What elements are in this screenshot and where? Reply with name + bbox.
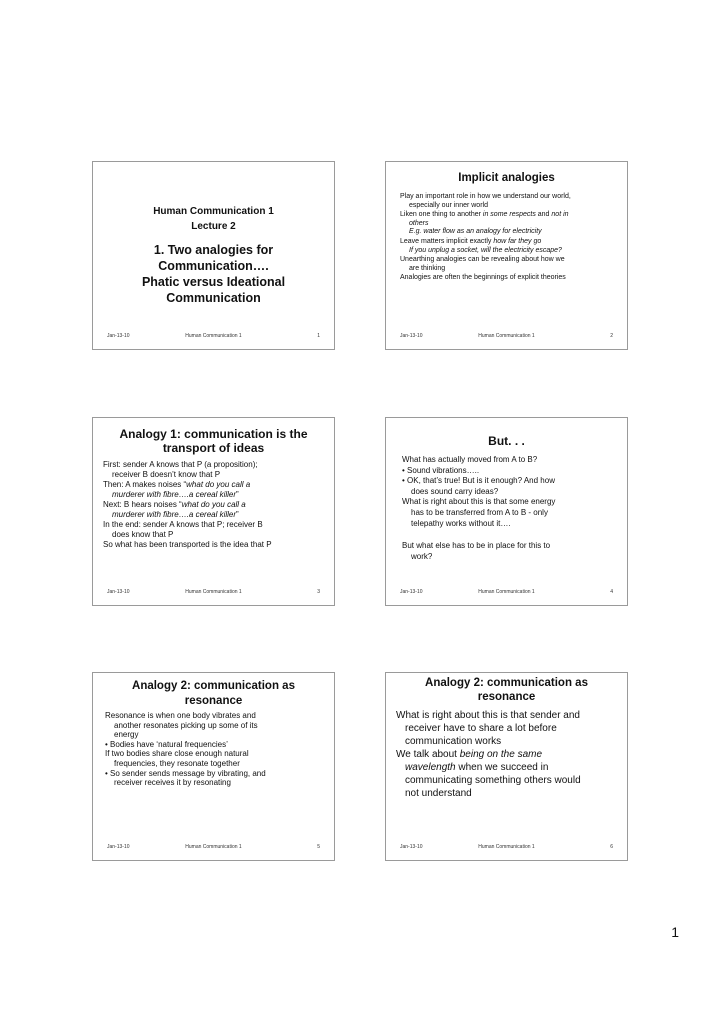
slide-number: 5 [317,844,320,850]
slide-3-title: Analogy 1: communication is the transport of ideas [119,427,308,455]
slide-5-body: Resonance is when one body vibrates and another resonates picking up some of its energy • Bodies have ‘natural frequencies’ If two bodies share close enough natural frequencies, they resonate together • So sender sends message by vibrating, and receiver receives it by resonating [105,711,326,788]
footer-date: Jan-13-10 [107,589,130,595]
footer-date: Jan-13-10 [107,844,130,850]
slide-1-heading: Human Communication 1 Lecture 2 [153,206,274,232]
slide-footer [400,844,613,852]
footer-course: Human Communication 1 [185,589,242,595]
slide-4-body: What has actually moved from A to B? • Sound vibrations….. • OK, that’s true! But is it enough? And how does sound carry ideas? What is right about this is that some energy has to be transferred from A to B - only telepathy works without it…. But what else has to be in place for this to work? [402,455,619,562]
slide-number: 1 [317,333,320,339]
slide-footer [107,589,320,597]
slide-2-body: Play an important role in how we understand our world, especially our inner world Liken one thing to another in some respects and not in others E.g. water flow as an analogy for electricity Leave matters implicit exactly how far they go If you unplug a socket, will the electricity escape? Unearthing analogies can be revealing about how we are thinking Analogies are often the beginnings of explicit theories [400,193,571,282]
footer-date: Jan-13-10 [400,844,423,850]
footer-course: Human Communication 1 [185,844,242,850]
slide-footer [107,844,320,852]
slide-6 [385,672,628,861]
footer-date: Jan-13-10 [107,333,130,339]
footer-date: Jan-13-10 [400,589,423,595]
slide-5-title: Analogy 2: communication as resonance [132,680,295,707]
slide-6-title: Analogy 2: communication as resonance [425,677,588,703]
page-number: 1 [671,924,679,940]
slide-1-title: 1. Two analogies for Communication…. Phatic versus Ideational Communication [141,243,286,305]
footer-course: Human Communication 1 [478,589,535,595]
slide-footer [107,333,320,341]
slide-number: 3 [317,589,320,595]
slide-3-body: First: sender A knows that P (a proposition); receiver B doesn’t know that P Then: A makes noises “what do you call a murderer with fibre….a cereal killer” Next: B hears noises “what do you call a murderer with fibre….a cereal killer” In the end: sender A knows that P; receiver B does know that P So what has been transported is the idea that P [103,460,272,549]
slide-6-body: What is right about this is that sender and receiver have to share a lot before communication works We talk about being on the same wavelength when we succeed in communicating something others would not understand [396,710,581,799]
slide-1 [92,161,335,350]
slide-number: 2 [610,333,613,339]
slide-footer [400,333,613,341]
slide-5 [92,672,335,861]
footer-course: Human Communication 1 [478,333,535,339]
footer-date: Jan-13-10 [400,333,423,339]
slide-number: 4 [610,589,613,595]
footer-course: Human Communication 1 [185,333,242,339]
slide-4-title: But. . . [488,434,525,448]
slide-2 [385,161,628,350]
slide-number: 6 [610,844,613,850]
slide-2-title: Implicit analogies [458,172,555,184]
slide-4 [385,417,628,606]
slide-footer [400,589,613,597]
slide-3 [92,417,335,606]
footer-course: Human Communication 1 [478,844,535,850]
